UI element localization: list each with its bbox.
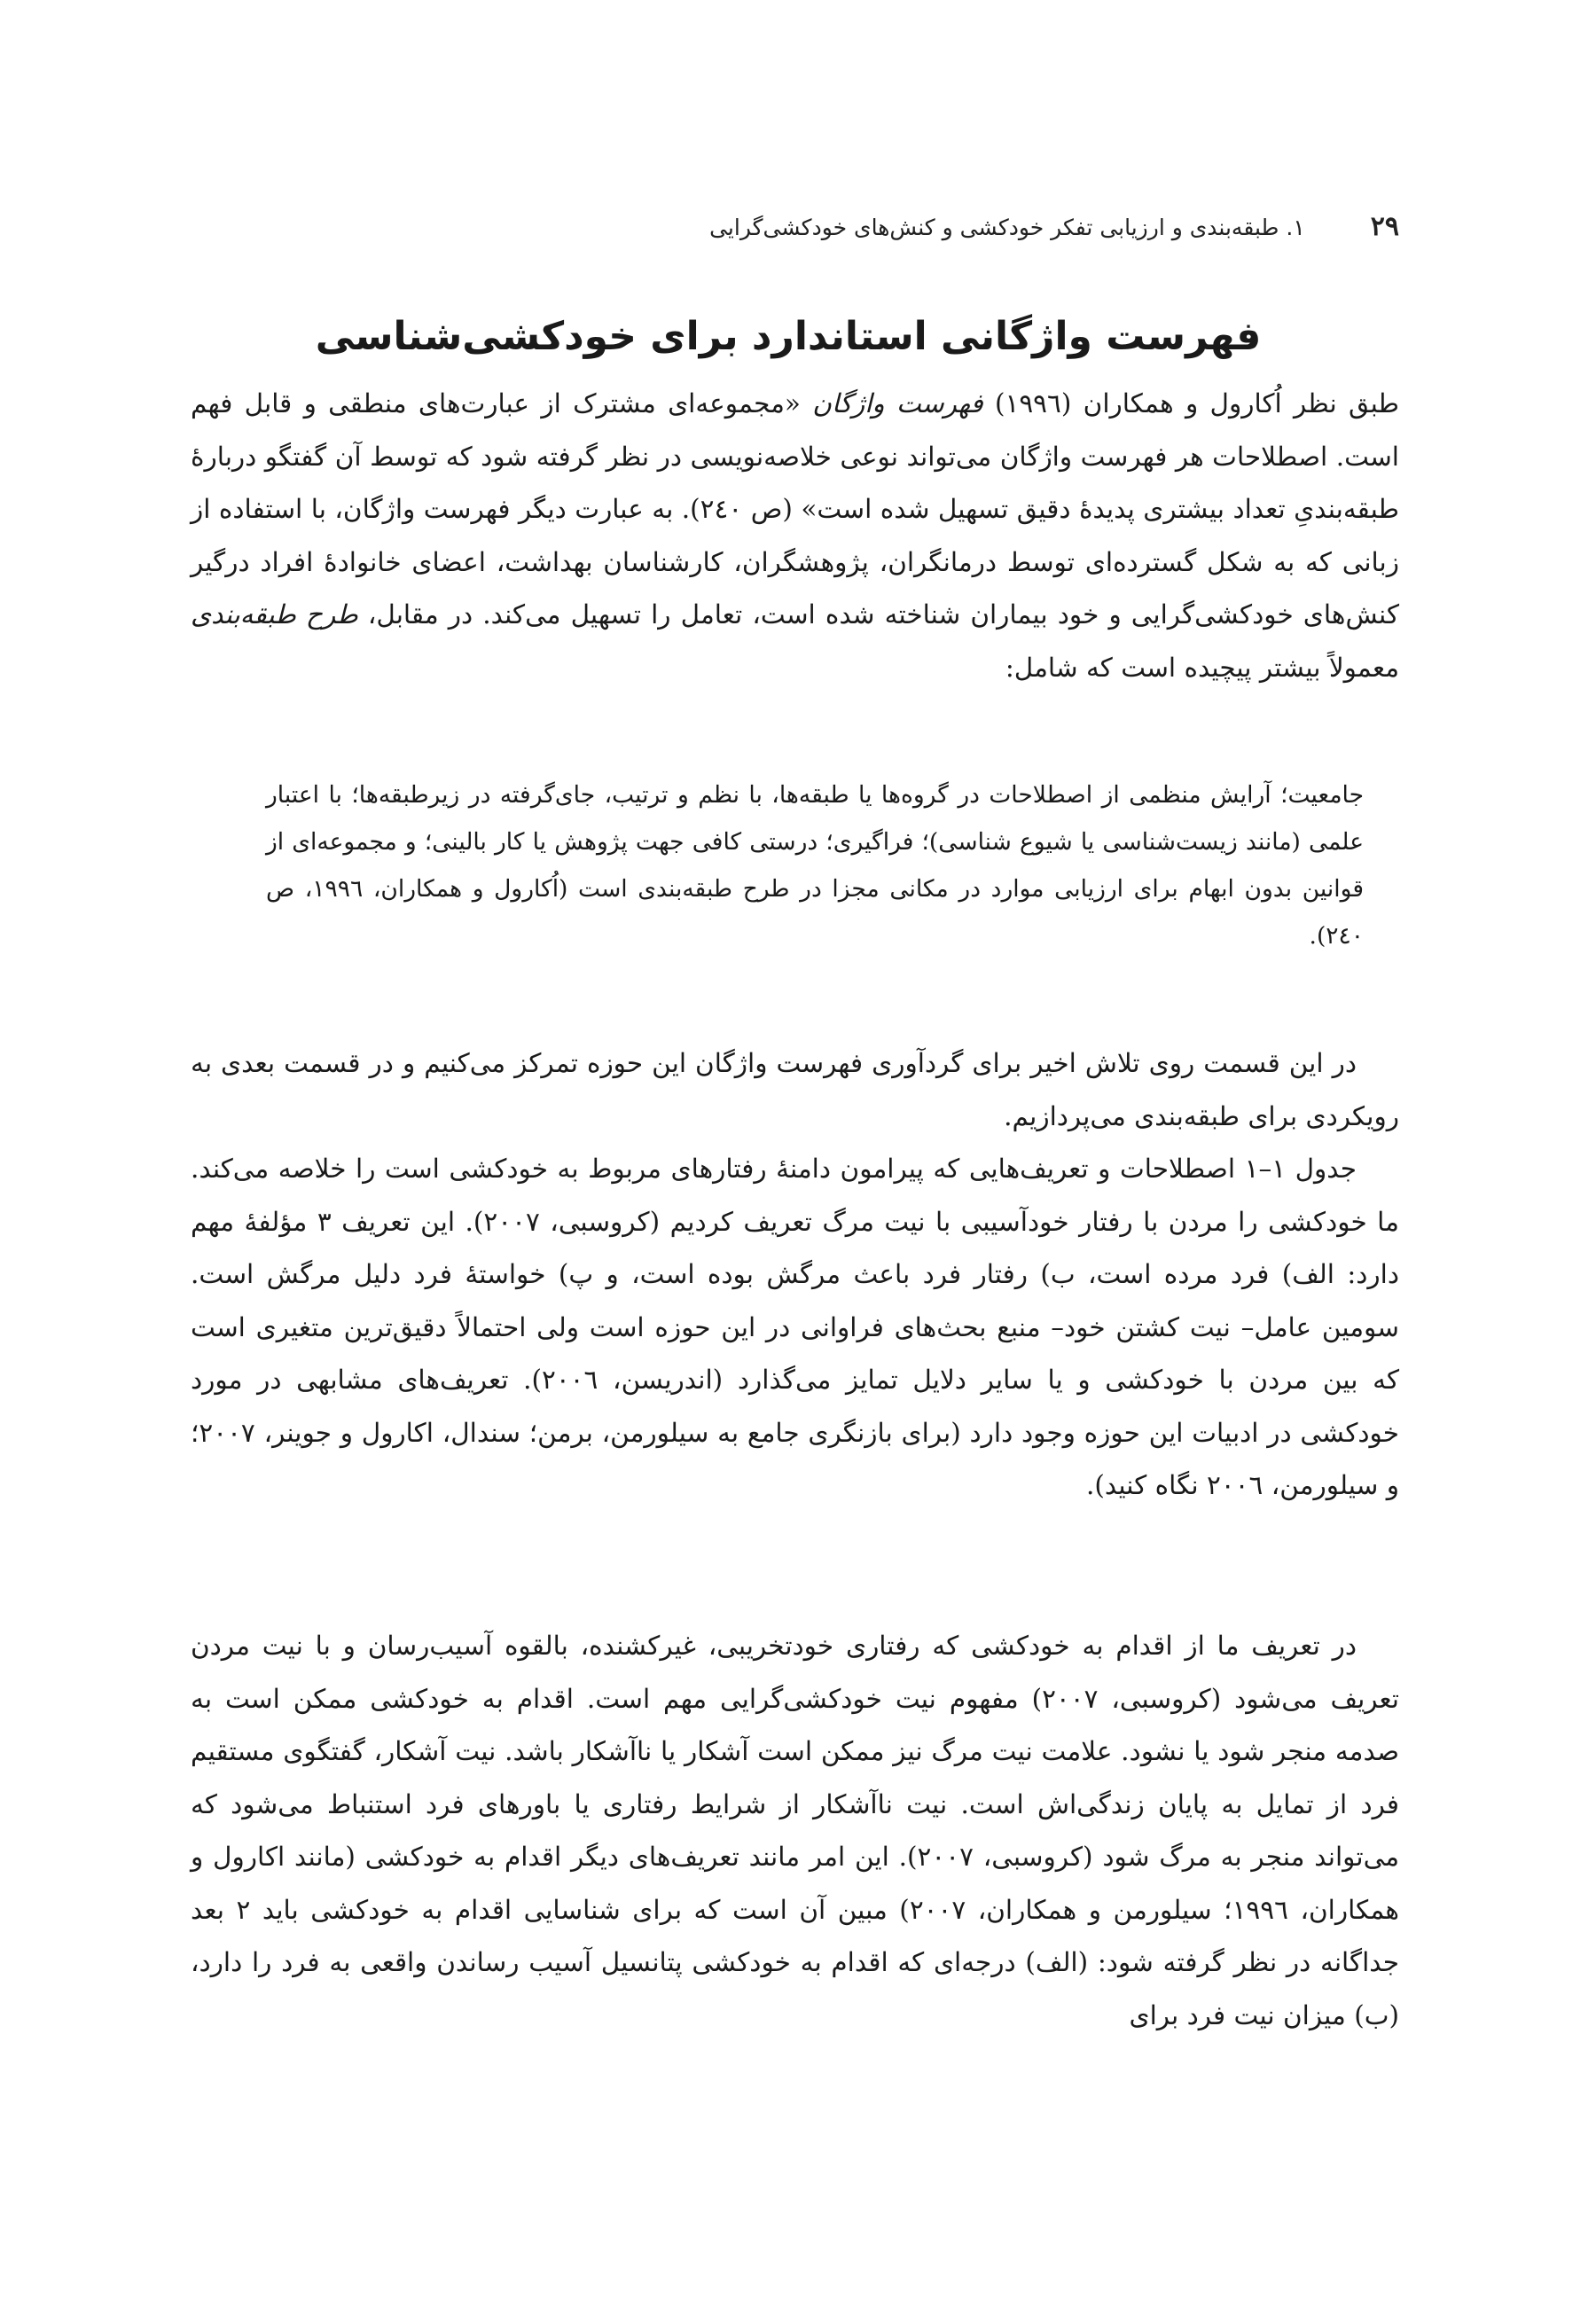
page-number: ۲۹ [1370,211,1399,242]
chapter-title: ۱. طبقه‌بندی و ارزیابی تفکر خودکشی و کنش‌های خودکشی‌گرایی [709,215,1305,240]
emphasis-term-glossary: فهرست واژگان [812,388,983,419]
paragraph-text: طبق نظر اُکارول و همکاران (۱۹۹٦) [982,388,1399,419]
block-quote: جامعیت؛ آرایش منظمی از اصطلاحات در گروه‌ها یا طبقه‌ها، با نظم و ترتیب، جای‌گرفته در زیرطبقه‌ها؛ با اعتبار علمی (مانند زیست‌شناسی یا شیوع شناسی)؛ فراگیری؛ درستی کافی جهت پژوهش یا کار بالینی؛ و مجموعه‌ای از قوانین بدون ابهام برای ارزیابی موارد در مکانی مجزا در طرح طبقه‌بندی است (اُکارول و همکاران، ۱۹۹٦، ص ۲٤۰). [266,781,1365,950]
paragraph-text: معمولاً بیشتر پیچیده است که شامل: [1005,652,1399,683]
section-title: فهرست واژگانی استاندارد برای خودکشی‌شناسی [315,314,1262,359]
paragraph-intro [191,378,1399,694]
emphasis-term-classification: طرح طبقه‌بندی [191,599,358,630]
paragraph-definition-suicide: جدول ۱–۱ اصطلاحات و تعریف‌هایی که پیرامون دامنۀ رفتارهای مربوط به خودکشی است را خلاصه می‌کند. ما خودکشی را مردن با رفتار خودآسیبی با نیت مرگ تعریف کردیم (کروسبی، ۲۰۰۷). این تعریف ۳ مؤلفۀ مهم دارد: الف) فرد مرده است، ب) رفتار فرد باعث مرگش بوده است، و پ) خواستۀ فرد دلیل مرگش است. سومین عامل– نیت کشتن خود– منبع بحث‌های فراوانی در این حوزه است ولی احتمالاً دقیق‌ترین متغیری است که بین مردن با خودکشی و یا سایر دلایل تمایز می‌گذارد (اندریسن، ۲۰۰٦). تعریف‌های مشابهی در مورد خودکشی در ادبیات این حوزه وجود دارد (برای بازنگری جامع به سیلورمن، برمن؛ سندال، اکارول و جوینر، ۲۰۰۷؛ و سیلورمن، ۲۰۰٦ نگاه کنید). [191,1154,1400,1500]
paragraph-text: «مجموعه‌ای مشترک از عبارت‌های منطقی و قابل فهم است. اصطلاحات هر فهرست واژگان می‌تواند نوعی خلاصه‌نویسی در نظر گرفته شود که توسط آن گفتگو دربارۀ طبقه‌بندیِ تعداد بیشتری پدیدۀ دقیق تسهیل شده است» (ص ۲٤۰). به عبارت دیگر فهرست واژگان، با استفاده از زبانی که به شکل گسترده‌ای توسط درمانگران، پژوهشگران، کارشناسان بهداشت، اعضای خانوادۀ افراد درگیر کنش‌های خودکشی‌گرایی و خود بیماران شناخته شده است، تعامل را تسهیل می‌کند. در مقابل، [191,388,1399,630]
paragraph-focus: در این قسمت روی تلاش اخیر برای گردآوری فهرست واژگان این حوزه تمرکز می‌کنیم و در قسمت بعدی به رویکردی برای طبقه‌بندی می‌پردازیم. [191,1048,1399,1131]
running-header [177,211,1399,246]
paragraph-definition-attempt: در تعریف ما از اقدام به خودکشی که رفتاری خودتخریبی، غیرکشنده، بالقوه آسیب‌رسان و با نیت مردن تعریف می‌شود (کروسبی، ۲۰۰۷) مفهوم نیت خودکشی‌گرایی مهم است. اقدام به خودکشی ممکن است به صدمه منجر شود یا نشود. علامت نیت مرگ نیز ممکن است آشکار یا ناآشکار باشد. نیت آشکار، گفتگوی مستقیم فرد از تمایل به پایان زندگی‌اش است. نیت ناآشکار از شرایط رفتاری یا باورهای فرد استنباط می‌شود که می‌تواند منجر به مرگ شود (کروسبی، ۲۰۰۷). این امر مانند تعریف‌های دیگر اقدام به خودکشی (مانند اکارول و همکاران، ۱۹۹٦؛ سیلورمن و همکاران، ۲۰۰۷) مبین آن است که برای شناسایی اقدام به خودکشی باید ۲ بعد جداگانه در نظر گرفته شود: (الف) درجه‌ای که اقدام به خودکشی پتانسیل آسیب رساندن واقعی به فرد را دارد، (ب) میزان نیت فرد برای [191,1631,1399,2030]
